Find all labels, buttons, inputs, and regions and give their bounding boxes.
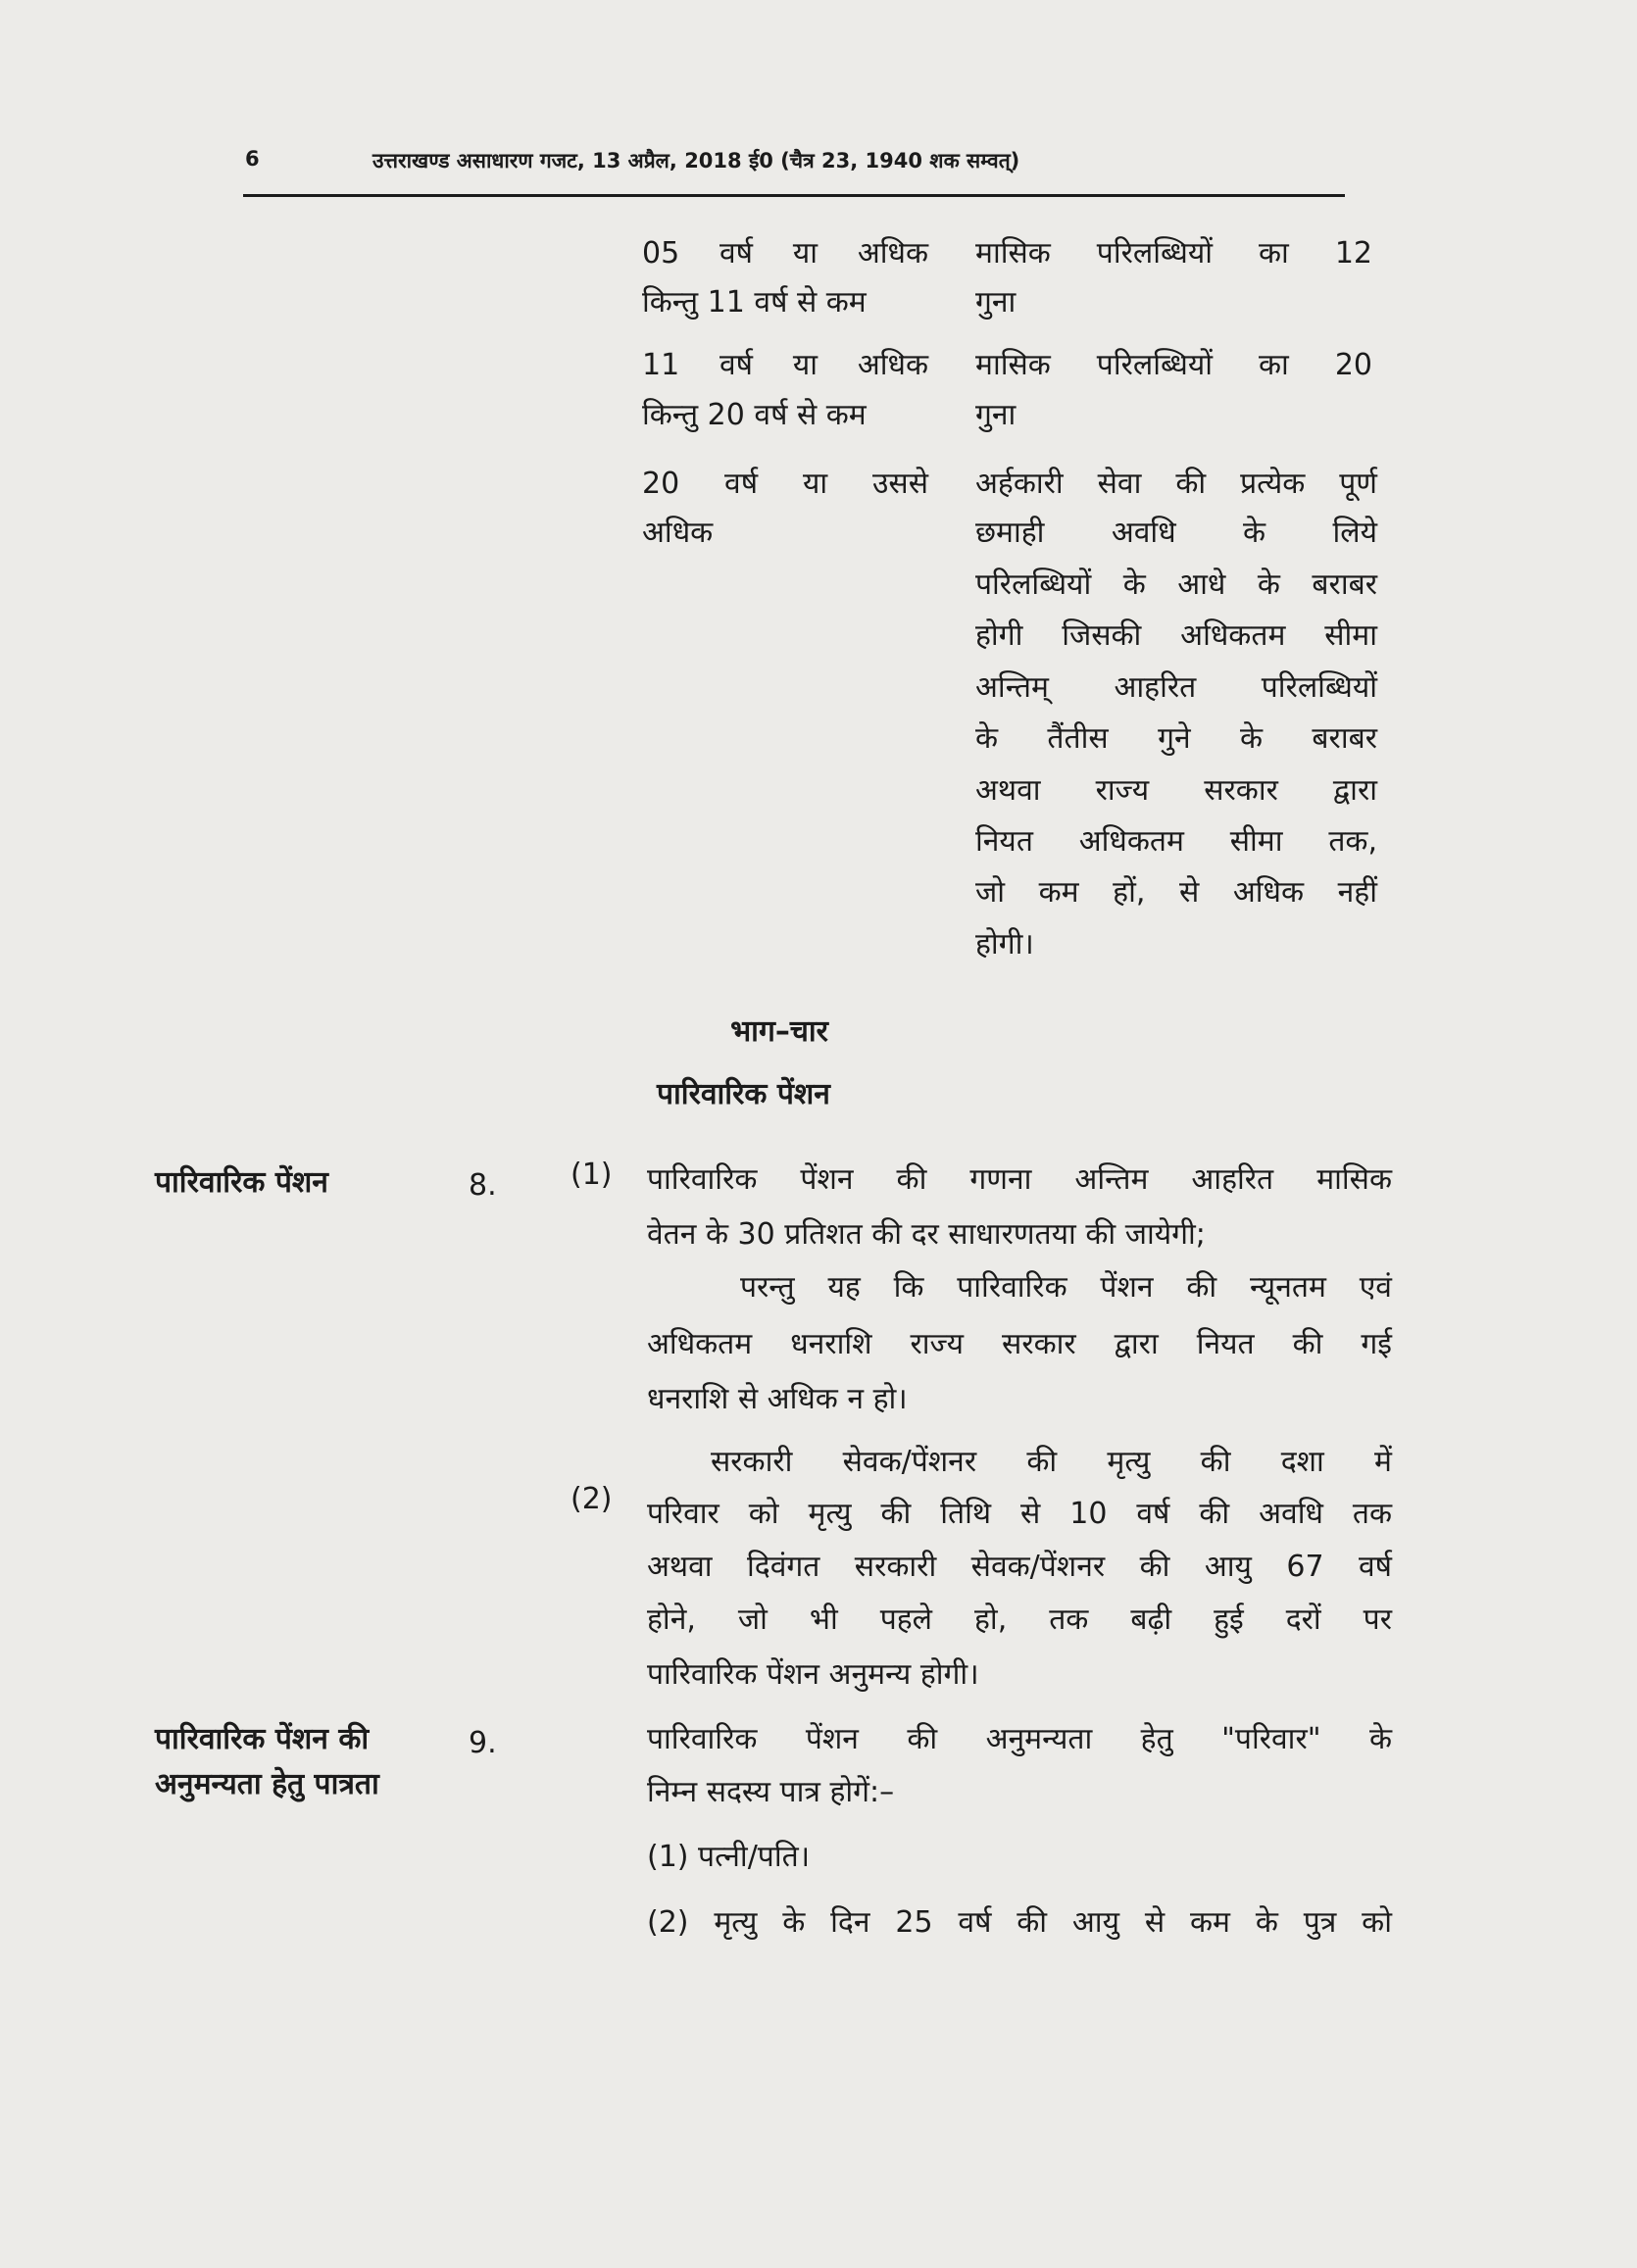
- section-8-clause-2-line-3: अथवा दिवंगत सरकारी सेवक/पेंशनर की आयु 67 वर्ष: [647, 1550, 1392, 1584]
- section-9-margin-title-line-2: अनुमन्यता हेतु पात्रता: [155, 1767, 379, 1801]
- table-row-3-benefit-line-3: परिलब्धियों के आधे के बराबर: [975, 567, 1377, 602]
- table-row-1-benefit-line-1: मासिक परिलब्धियों का 12: [975, 236, 1372, 271]
- section-8-clause-2-line-5: पारिवारिक पेंशन अनुमन्य होगी।: [647, 1657, 979, 1692]
- table-row-2-benefit-line-2: गुना: [975, 398, 1017, 432]
- section-9-margin-title-line-1: पारिवारिक पेंशन की: [155, 1722, 370, 1756]
- table-row-3-service-line-2: अधिक: [642, 516, 714, 550]
- section-9-item-1: (1) पत्नी/पति।: [647, 1840, 811, 1874]
- header-rule: [243, 194, 1345, 197]
- table-row-2-service-line-2: किन्तु 20 वर्ष से कम: [642, 398, 867, 432]
- part-heading: भाग–चार: [730, 1014, 828, 1049]
- table-row-3-benefit-line-9: जो कम हों, से अधिक नहीं: [975, 875, 1377, 910]
- table-row-3-service-line-1: 20 वर्ष या उससे: [642, 467, 928, 501]
- section-8-margin-title: पारिवारिक पेंशन: [155, 1165, 328, 1200]
- section-8-number: 8.: [469, 1168, 497, 1203]
- section-8-clause-2-line-1: सरकारी सेवक/पेंशनर की मृत्यु की दशा में: [711, 1445, 1392, 1479]
- table-row-2-service-line-1: 11 वर्ष या अधिक: [642, 348, 928, 382]
- section-8-proviso-line-1: परन्तु यह कि पारिवारिक पेंशन की न्यूनतम एवं: [740, 1270, 1392, 1305]
- section-8-clause-1-label: (1): [570, 1158, 613, 1192]
- gazette-title: उत्तराखण्ड असाधारण गजट, 13 अप्रैल, 2018 ई0 (चैत्र 23, 1940 शक सम्वत्): [372, 149, 1020, 173]
- page-number: 6: [245, 147, 260, 171]
- section-8-clause-1-line-2: वेतन के 30 प्रतिशत की दर साधारणतया की जायेगी;: [647, 1217, 1206, 1252]
- section-9-number: 9.: [469, 1726, 497, 1760]
- table-row-3-benefit-line-8: नियत अधिकतम सीमा तक,: [975, 824, 1377, 859]
- section-8-proviso-line-3: धनराशि से अधिक न हो।: [647, 1382, 908, 1416]
- section-8-clause-2-label: (2): [570, 1482, 613, 1516]
- table-row-3-benefit-line-4: होगी जिसकी अधिकतम सीमा: [975, 618, 1377, 653]
- section-8-clause-1-line-1: पारिवारिक पेंशन की गणना अन्तिम आहरित मासिक: [647, 1162, 1392, 1197]
- section-9-item-2: (2) मृत्यु के दिन 25 वर्ष की आयु से कम के पुत्र को: [647, 1905, 1392, 1940]
- table-row-1-service-line-1: 05 वर्ष या अधिक: [642, 236, 928, 271]
- section-8-clause-2-line-2: परिवार को मृत्यु की तिथि से 10 वर्ष की अवधि तक: [647, 1497, 1392, 1531]
- section-8-clause-2-line-4: होने, जो भी पहले हो, तक बढ़ी हुई दरों पर: [647, 1602, 1392, 1637]
- table-row-3-benefit-line-6: के तैंतीस गुने के बराबर: [975, 721, 1377, 756]
- table-row-3-benefit-line-1: अर्हकारी सेवा की प्रत्येक पूर्ण: [975, 467, 1377, 501]
- section-9-intro-line-1: पारिवारिक पेंशन की अनुमन्यता हेतु "परिवार" के: [647, 1722, 1392, 1756]
- section-8-proviso-line-2: अधिकतम धनराशि राज्य सरकार द्वारा नियत की गई: [647, 1327, 1392, 1361]
- table-row-3-benefit-line-7: अथवा राज्य सरकार द्वारा: [975, 773, 1377, 808]
- table-row-2-benefit-line-1: मासिक परिलब्धियों का 20: [975, 348, 1372, 382]
- part-subheading: पारिवारिक पेंशन: [657, 1077, 830, 1111]
- table-row-3-benefit-line-2: छमाही अवधि के लिये: [975, 516, 1377, 550]
- table-row-1-service-line-2: किन्तु 11 वर्ष से कम: [642, 285, 867, 320]
- section-9-intro-line-2: निम्न सदस्य पात्र होगें:–: [647, 1775, 895, 1809]
- table-row-3-benefit-line-10: होगी।: [975, 927, 1034, 961]
- table-row-1-benefit-line-2: गुना: [975, 285, 1017, 320]
- table-row-3-benefit-line-5: अन्तिम् आहरित परिलब्धियों: [975, 670, 1377, 705]
- page-header: [245, 147, 1343, 182]
